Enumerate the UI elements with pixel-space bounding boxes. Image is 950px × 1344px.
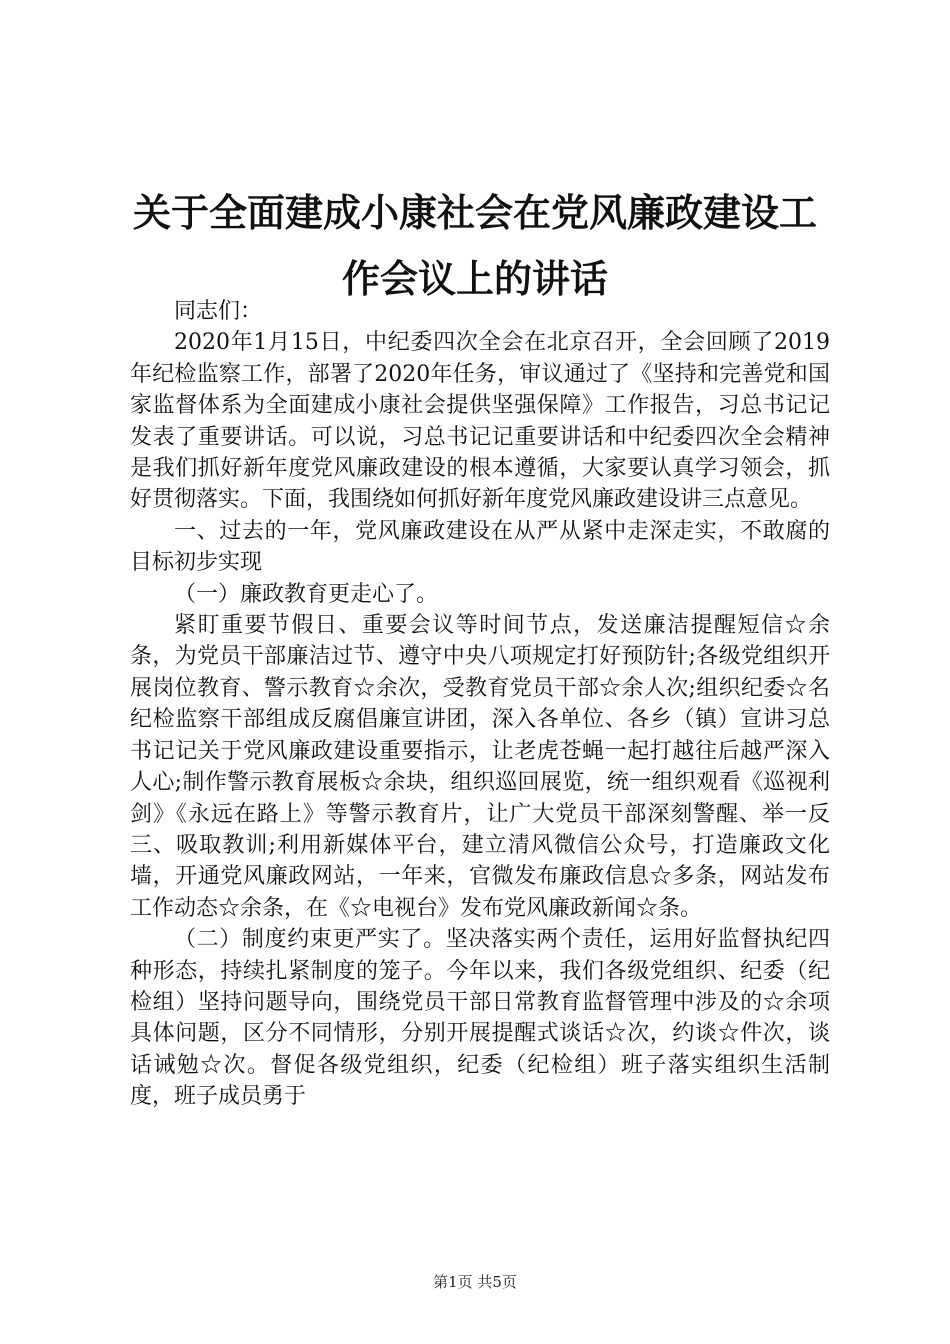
document-body [130, 296, 830, 1113]
section-heading: 一、过去的一年，党风廉政建设在从严从紧中走深走实，不敢腐的目标初步实现 [130, 518, 830, 576]
document-title: 关于全面建成小康社会在党风廉政建设工作会议上的讲话 [132, 191, 817, 301]
subsection-heading: （一）廉政教育更走心了。 [174, 581, 439, 607]
page-footer: 第1页 共5页 [433, 1273, 517, 1291]
paragraph: 紧盯重要节假日、重要会议等时间节点，发送廉洁提醒短信☆余条，为党员干部廉洁过节、遵守中央八项规定打好预防针;各级党组织开展岗位教育、警示教育☆余次，受教育党员干部☆余人次;组织纪委☆名纪检监察干部组成反腐倡廉宣讲团，深入各单位、各乡（镇）宣讲习总书记记关于党风廉政建设重要指示，让老虎苍蝇一起打越往后越严深入人心;制作警示教育展板☆余块，组织巡回展览，统一组织观看《巡视利剑》《永远在路上》等警示教育片，让广大党员干部深刻警醒、举一反三、吸取教训;利用新媒体平台，建立清风微信公众号，打造廉政文化墙，开通党风廉政网站，一年来，官微发布廉政信息☆多条，网站发布工作动态☆余条，在《☆电视台》发布党风廉政新闻☆条。 [130, 613, 830, 921]
salutation: 同志们： [174, 299, 263, 324]
paragraph: 2020年1月15日，中纪委四次全会在北京召开，全会回顾了2019年纪检监察工作，部署了2020年任务，审议通过了《坚持和完善党和国家监督体系为全面建成小康社会提供坚强保障》工作报告，习总书记记发表了重要讲话。可以说，习总书记记重要讲话和中纪委四次全会精神是我们抓好新年度党风廉政建设的根本遵循，大家要认真学习领会，抓好贯彻落实。下面，我围绕如何抓好新年度党风廉政建设讲三点意见。 [130, 330, 830, 513]
paragraph: （二）制度约束更严实了。坚决落实两个责任，运用好监督执纪四种形态，持续扎紧制度的笼子。今年以来，我们各级党组织、纪委（纪检组）坚持问题导向，围绕党员干部日常教育监督管理中涉及的☆余项具体问题，区分不同情形，分别开展提醒式谈话☆次，约谈☆件次，谈话诫勉☆次。督促各级党组织，纪委（纪检组）班子落实组织生活制度，班子成员勇于 [130, 927, 830, 1110]
